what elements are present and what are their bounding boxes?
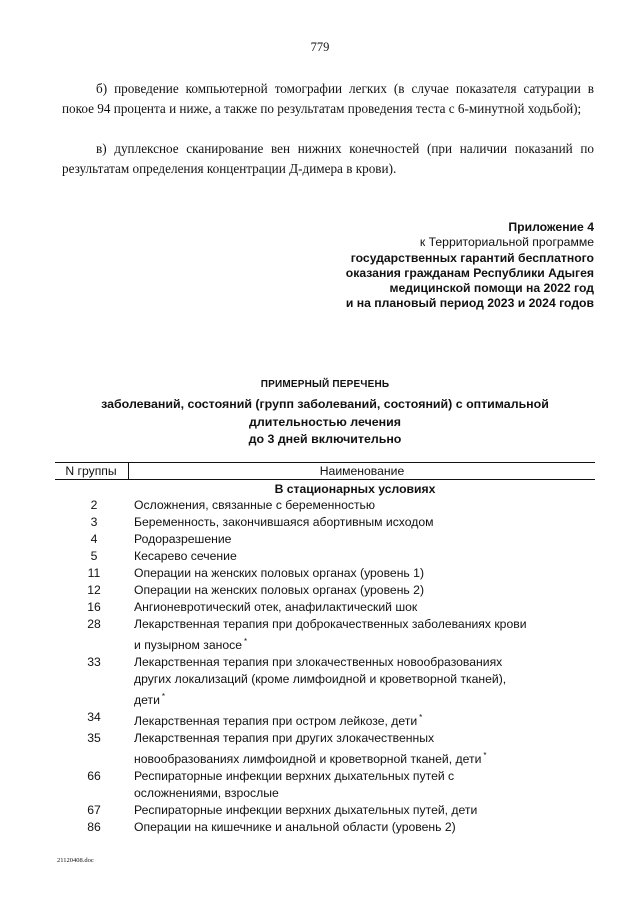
group-number: 16: [87, 600, 101, 614]
table-row: [55, 654, 595, 709]
footnote-marker: *: [419, 713, 423, 723]
group-name-line: [134, 531, 595, 548]
group-name-text: Операции на женских половых органах (уровень 2): [134, 583, 425, 597]
disease-table: [55, 462, 595, 836]
group-number: 33: [87, 655, 101, 670]
paragraph-v: [62, 139, 594, 179]
group-name-text: Респираторные инфекции верхних дыхательных путей, дети: [134, 803, 478, 818]
group-name-line: [134, 819, 595, 836]
list-heading: [60, 396, 590, 449]
group-name-line: [134, 688, 595, 709]
group-name: [131, 497, 595, 514]
group-name: [131, 514, 595, 531]
group-name-text: Лекарственная терапия при доброкачественных заболеваниях крови: [134, 617, 527, 631]
table-row: [55, 548, 595, 565]
group-name-line: [134, 785, 595, 802]
group-name-text: Беременность, закончившаяся абортивным исходом: [134, 515, 434, 529]
column-header-name: Наименование: [319, 464, 405, 478]
table-row: [55, 616, 595, 654]
group-name: [131, 548, 595, 565]
group-number: 3: [90, 515, 98, 529]
paragraph-b-text: б) проведение компьютерной томографии легких (в случае показателя сатурации в покое 94 процента и ниже, а также по результатам проведения теста с 6-минутной ходьбой);: [62, 81, 594, 116]
appendix-line: медицинской помощи на 2022 год: [389, 281, 594, 296]
paragraph-v-text: в) дуплексное сканирование вен нижних конечностей (при наличии показаний по результатам определения концентрации Д-димера в крови).: [62, 141, 594, 176]
group-number: 34: [87, 710, 101, 725]
group-name-line: [134, 768, 595, 785]
appendix-line: к Территориальной программе: [419, 235, 594, 250]
group-name-text: Кесарево сечение: [134, 549, 237, 563]
group-name-line: [134, 671, 595, 688]
footnote-marker: *: [483, 751, 487, 761]
group-name: [131, 802, 595, 819]
column-header-group-number: N группы: [65, 464, 117, 478]
group-number: 4: [90, 532, 98, 546]
table-row: [55, 514, 595, 531]
group-name-line: [134, 730, 595, 747]
page-number: 779: [310, 40, 330, 54]
group-name: [131, 531, 595, 548]
footnote-marker: *: [161, 692, 165, 702]
group-name-text: Операции на женских половых органах (уровень 1): [134, 566, 425, 580]
group-number: 35: [87, 731, 101, 746]
group-number: 86: [87, 820, 101, 835]
group-number: 12: [87, 583, 101, 597]
group-name-text: Респираторные инфекции верхних дыхательных путей с: [134, 769, 455, 784]
section-title: В стационарных условиях: [274, 482, 436, 496]
appendix-line: государственных гарантий бесплатного: [350, 250, 594, 265]
table-row: [55, 565, 595, 582]
table-row: [55, 819, 595, 836]
group-name: [131, 654, 595, 709]
table-row: [55, 768, 595, 802]
group-name-text: Операции на кишечнике и анальной области (уровень 2): [134, 820, 456, 835]
table-row: [55, 531, 595, 548]
group-number: 67: [87, 803, 101, 818]
group-name-line: [134, 654, 595, 671]
group-name-line: [134, 582, 595, 599]
group-name-line: [134, 747, 595, 768]
document-code: 21120408.doc: [57, 857, 94, 864]
group-name-text: Лекарственная терапия при других злокачественных: [134, 731, 435, 746]
group-name: [131, 819, 595, 836]
paragraph-b: [62, 79, 594, 119]
group-name-line: [134, 565, 595, 582]
group-name-text: Осложнения, связанные с беременностью: [134, 498, 376, 512]
group-name: [131, 709, 595, 730]
table-row: [55, 599, 595, 616]
appendix-title: Приложение 4: [508, 220, 594, 234]
list-heading-line: до 3 дней включительно: [248, 432, 402, 446]
group-name-line: [134, 633, 595, 654]
appendix-line: и на плановый период 2023 и 2024 годов: [345, 296, 594, 311]
group-name-line: [134, 599, 595, 616]
group-name: [131, 582, 595, 599]
group-number: 28: [87, 617, 101, 631]
group-name: [131, 730, 595, 768]
table-header: [55, 462, 595, 480]
group-name-text: новообразованиях лимфоидной и кроветворной тканей, дети: [134, 752, 482, 767]
group-name-line: [134, 709, 595, 730]
table-row: [55, 497, 595, 514]
group-name-text: и пузырном заносе: [134, 638, 243, 653]
list-heading-line: длительностью лечения: [249, 414, 401, 429]
table-row: [55, 730, 595, 768]
group-name-text: Лекарственная терапия при остром лейкозе, дети: [134, 714, 418, 729]
group-name-text: дети: [134, 693, 160, 708]
table-row: [55, 582, 595, 599]
group-name: [131, 565, 595, 582]
appendix-header: [264, 220, 594, 312]
table-body: [55, 497, 595, 836]
group-name-text: Ангионевротический отек, анафилактический шок: [134, 600, 418, 614]
group-name-line: [134, 548, 595, 565]
group-number: 5: [90, 549, 98, 563]
table-row: [55, 709, 595, 730]
table-row: [55, 802, 595, 819]
group-name: [131, 616, 595, 654]
group-name-line: [134, 497, 595, 514]
group-number: 66: [87, 769, 101, 784]
group-name-line: [134, 802, 595, 819]
footnote-marker: *: [244, 637, 248, 646]
group-name-line: [134, 616, 595, 633]
group-name-line: [134, 514, 595, 531]
group-name-text: Родоразрешение: [134, 532, 232, 546]
appendix-line: оказания гражданам Республики Адыгея: [345, 265, 594, 280]
group-name: [131, 599, 595, 616]
list-heading-small: ПРИМЕРНЫЙ ПЕРЕЧЕНЬ: [260, 379, 390, 390]
group-name-text: осложнениями, взрослые: [134, 786, 279, 801]
group-number: 2: [90, 498, 98, 512]
group-name: [131, 768, 595, 802]
list-heading-line: заболеваний, состояний (групп заболеваний, состояний) с оптимальной: [101, 397, 549, 411]
group-name-text: других локализаций (кроме лимфоидной и кроветворной тканей),: [134, 672, 507, 687]
group-number: 11: [87, 566, 101, 580]
group-name-text: Лекарственная терапия при злокачественных новообразованиях: [134, 655, 503, 670]
